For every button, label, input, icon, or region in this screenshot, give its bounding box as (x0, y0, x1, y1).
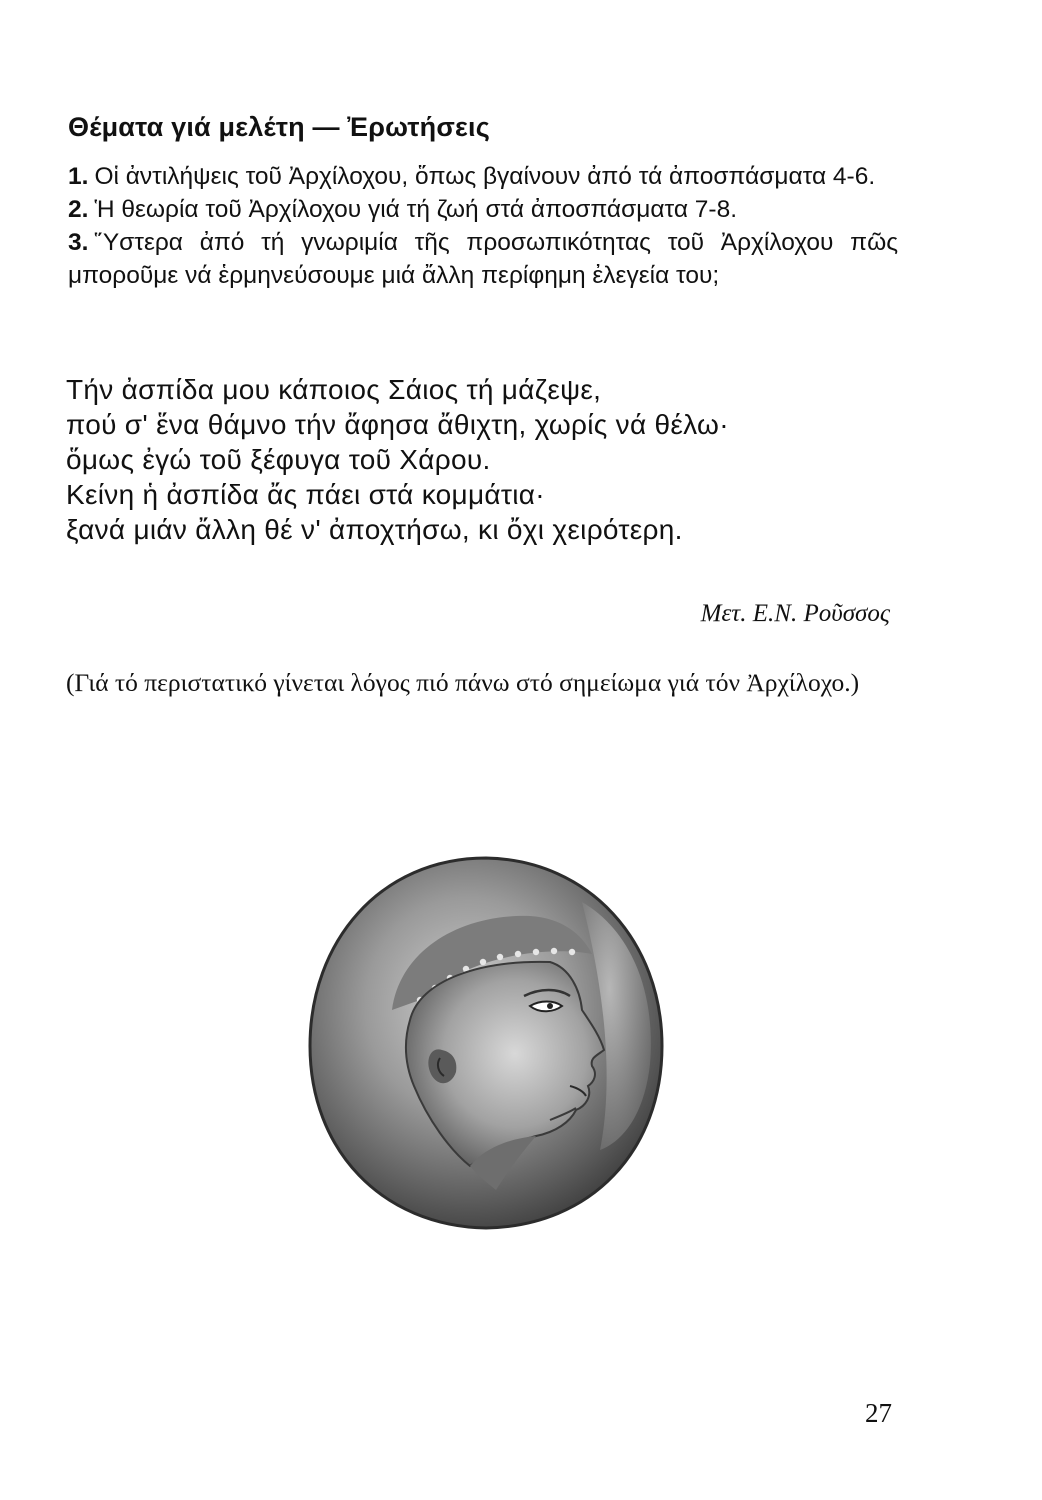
coin-figure (300, 850, 672, 1234)
question-number: 2. (68, 196, 89, 223)
note-text: (Γιά τό περιστατικό γίνεται λόγος πιό πάνω στό σημείωμα γιά τόν Ἀρχίλοχο.) (66, 668, 860, 697)
page-number: 27 (865, 1398, 892, 1428)
poem-line: Κείνη ἡ ἀσπίδα ἄς πάει στά κομμάτια· (66, 479, 545, 510)
poem-line: Τήν ἀσπίδα μου κάποιος Σάιος τή μάζεψε, (66, 374, 602, 405)
question-item (68, 193, 898, 226)
question-text: Ὕστερα ἀπό τή γνωριμία τῆς προσωπικότητας τοῦ Ἀρχίλοχου πῶς μποροῦμε νά ἑρμηνεύσουμε μιά ἄλλη περίφημη ἐλεγεία του; (68, 229, 898, 289)
question-number: 1. (68, 163, 89, 190)
question-text: Οἱ ἀντιλήψεις τοῦ Ἀρχίλοχου, ὅπως βγαίνουν ἀπό τά ἀποσπάσματα 4-6. (94, 163, 876, 190)
translator-credit: Μετ. Ε.Ν. Ροῦσσος (700, 600, 890, 627)
question-number: 3. (68, 229, 89, 256)
editorial-note (66, 666, 898, 700)
study-questions (68, 160, 898, 292)
poem-line: ξανά μιάν ἄλλη θέ ν' ἀποχτήσω, κι ὄχι χειρότερη. (66, 514, 683, 545)
elegy-poem (66, 372, 729, 547)
poem-line: πού σ' ἕνα θάμνο τήν ἄφησα ἄθιχτη, χωρίς νά θέλω· (66, 409, 729, 440)
question-item (68, 160, 898, 193)
ancient-coin-head-icon (300, 850, 672, 1234)
poem-line: ὅμως ἐγώ τοῦ ξέφυγα τοῦ Χάρου. (66, 444, 491, 475)
question-item (68, 226, 898, 292)
question-text: Ἡ θεωρία τοῦ Ἀρχίλοχου γιά τή ζωή στά ἀποσπάσματα 7-8. (94, 196, 738, 223)
section-heading: Θέματα γιά μελέτη — Ἐρωτήσεις (68, 112, 490, 142)
